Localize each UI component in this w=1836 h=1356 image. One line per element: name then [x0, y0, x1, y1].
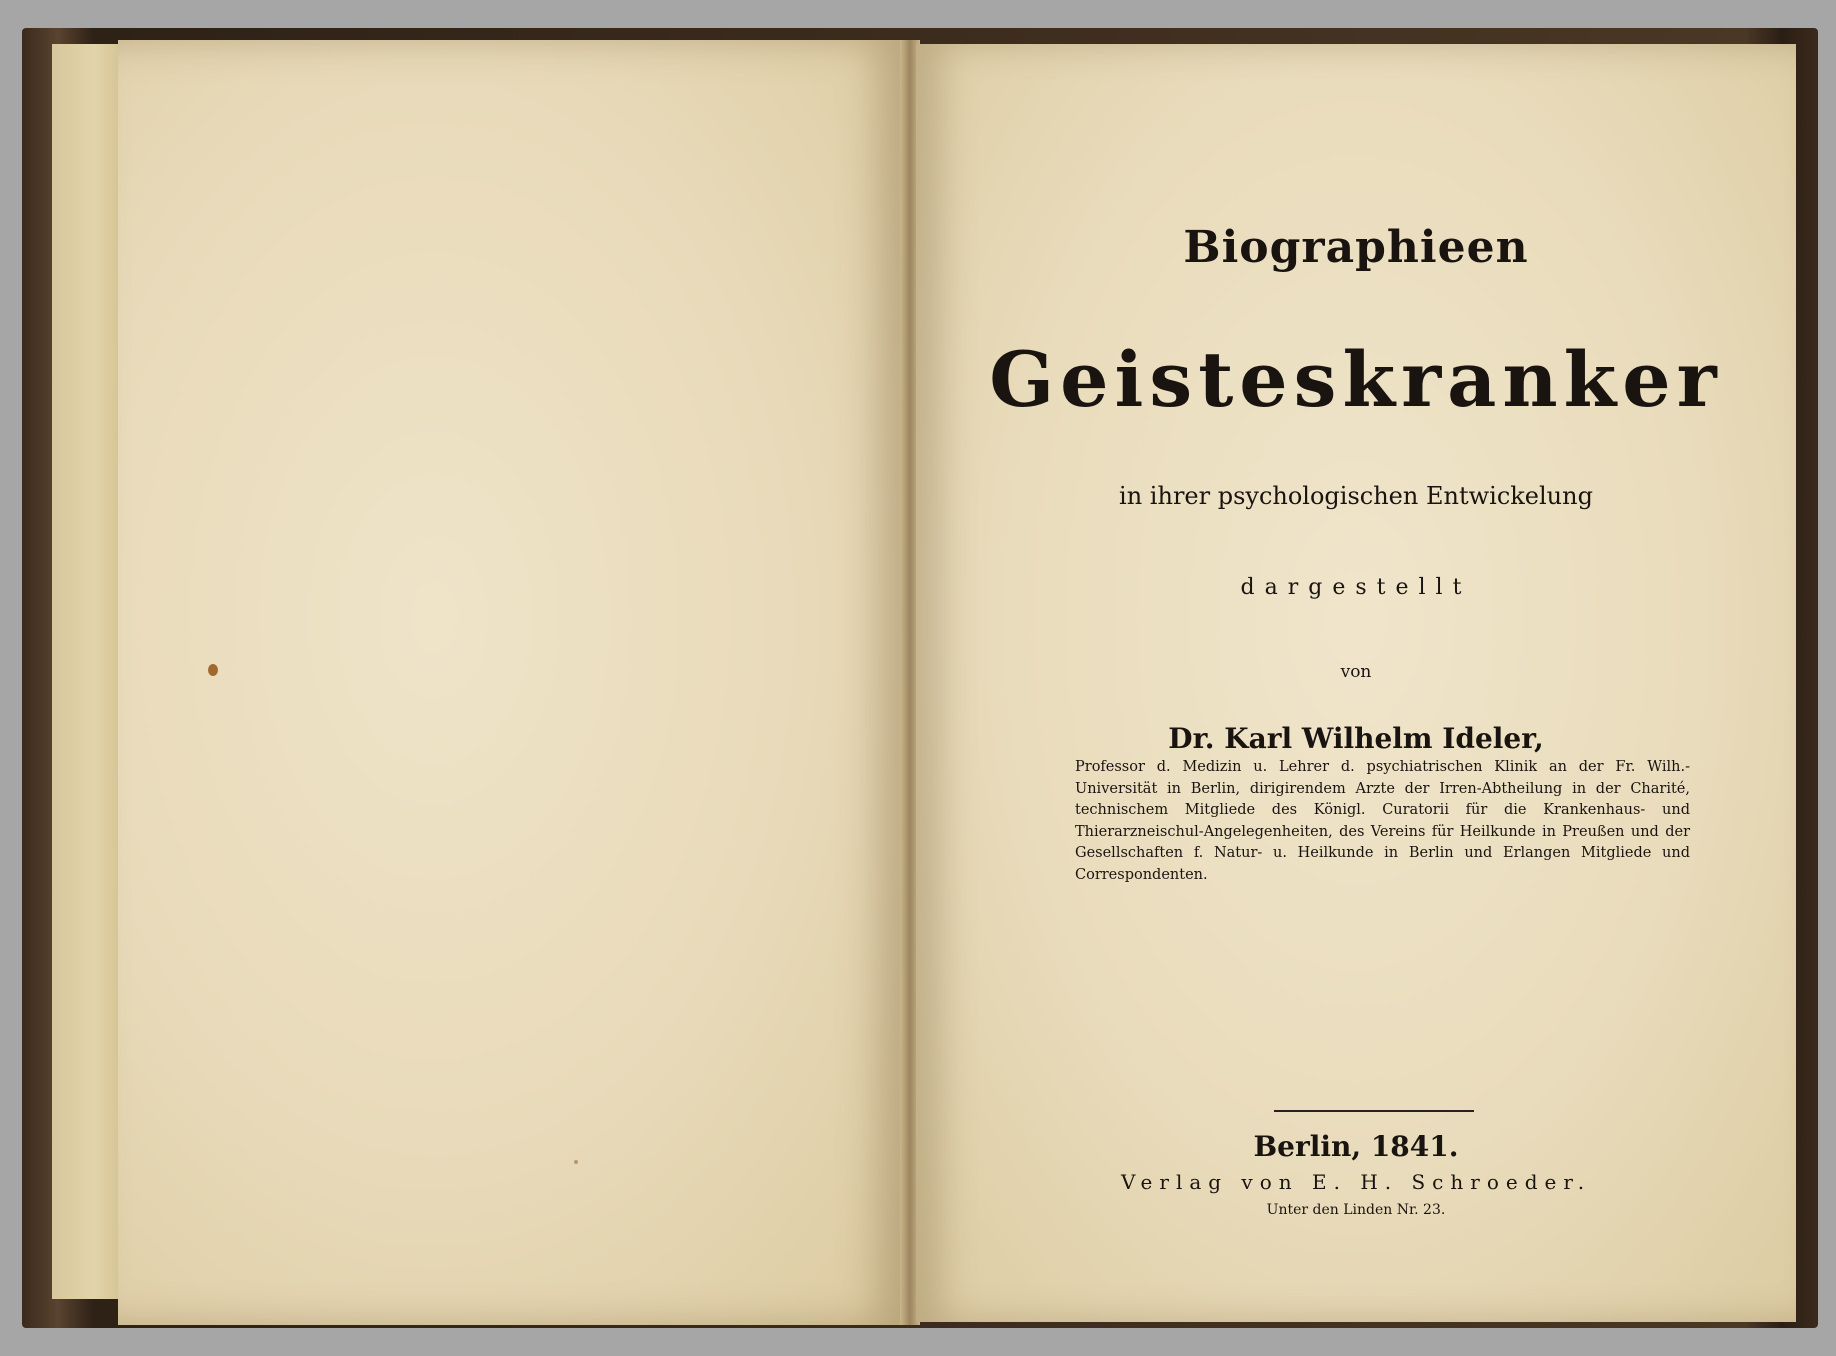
- foxing-spot: [574, 1160, 578, 1164]
- title-line-2: Geisteskranker: [989, 335, 1723, 424]
- publisher: Verlag von E. H. Schroeder.: [1120, 1170, 1592, 1194]
- title-line-1: Biographieen: [1183, 222, 1529, 273]
- publisher-address: Unter den Linden Nr. 23.: [1266, 1202, 1446, 1218]
- left-blank-page: [118, 40, 908, 1325]
- author-name: Dr. Karl Wilhelm Ideler,: [1168, 722, 1544, 755]
- foxing-spot: [208, 664, 218, 676]
- divider-rule: [1274, 1110, 1474, 1112]
- dargestellt: dargestellt: [1240, 575, 1472, 600]
- von: von: [1340, 662, 1372, 682]
- place-year: Berlin, 1841.: [1253, 1130, 1459, 1163]
- subtitle: in ihrer psychologischen Entwickelung: [1119, 482, 1593, 510]
- flyleaf-edge: [52, 44, 122, 1299]
- author-description: Professor d. Medizin u. Lehrer d. psychiatrischen Klinik an der Fr. Wilh.-Universität in Berlin, dirigirendem Arzte der Irren-Abtheilung in der Charité, technischem Mitgliede des Königl. Curatorii für die Krankenhaus- und Thierarzneischul-Angelegenheiten, des Vereins für Heilkunde in Preußen und der Gesellschaften f. Natur- u. Heilkunde in Berlin und Erlangen Mitgliede und Correspondenten.: [1075, 759, 1690, 883]
